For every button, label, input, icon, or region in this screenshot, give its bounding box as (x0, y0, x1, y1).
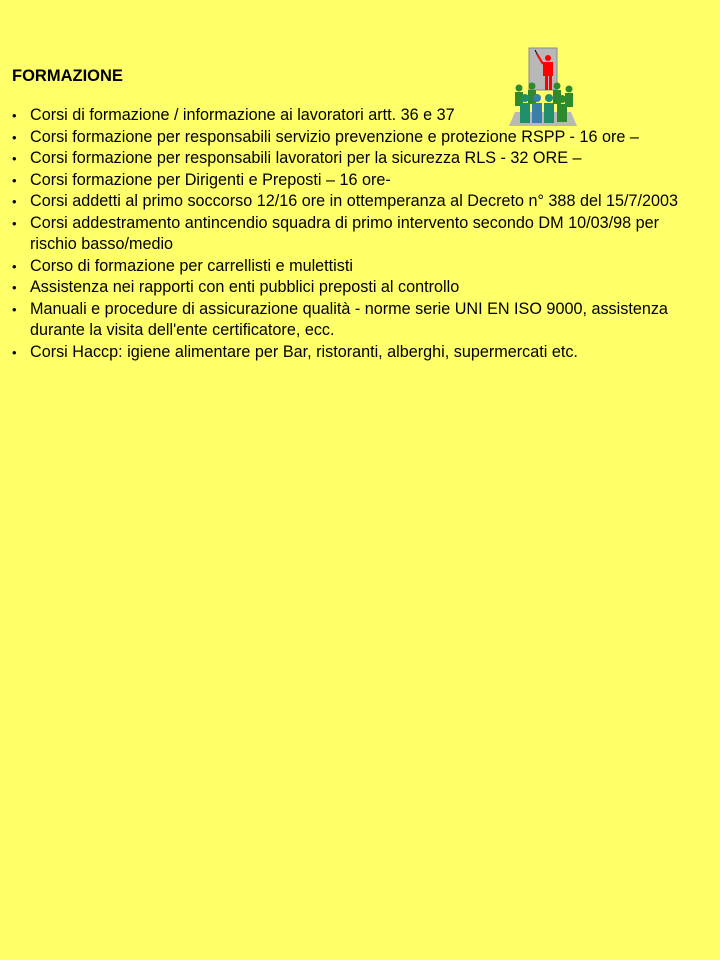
list-item: • Corsi di formazione / informazione ai lavoratori artt. 36 e 37 (10, 105, 680, 127)
bullet-icon: • (12, 151, 17, 166)
list-item: • Manuali e procedure di assicurazione qualità - norme serie UNI EN ISO 9000, assistenza durante la visita dell'ente certificatore, ecc. (12, 299, 668, 339)
list-item: • Corsi formazione per responsabili lavoratori per la sicurezza RLS - 32 ORE – (10, 148, 680, 170)
bullet-icon: • (12, 194, 17, 209)
list-item: • Corsi formazione per responsabili servizio prevenzione e protezione RSPP - 16 ore – (10, 127, 680, 149)
bullet-list (10, 105, 680, 363)
bullet-icon: • (12, 215, 17, 231)
bullet-icon: • (12, 280, 17, 295)
page-title: FORMAZIONE (12, 67, 123, 85)
bullet-icon: • (12, 344, 17, 360)
list-item: • Corsi addetti al primo soccorso 12/16 ore in ottemperanza al Decreto n° 388 del 15/7/2003 (10, 191, 680, 213)
list-item: • Corsi addestramento antincendio squadra di primo intervento secondo DM 10/03/98 per rischio basso/medio (12, 213, 659, 253)
list-item: • Assistenza nei rapporti con enti pubblici preposti al controllo (10, 277, 680, 299)
bullet-icon: • (12, 172, 17, 188)
list-item: • Corsi formazione per Dirigenti e Preposti – 16 ore- (10, 170, 680, 192)
bullet-icon: • (12, 301, 17, 317)
list-item: • Corsi Haccp: igiene alimentare per Bar, ristoranti, alberghi, supermercati etc. (10, 342, 680, 364)
bullet-icon: • (12, 258, 17, 274)
bullet-icon: • (12, 129, 17, 145)
bullet-icon: • (12, 108, 17, 123)
list-item: • Corso di formazione per carrellisti e mulettisti (10, 256, 680, 278)
